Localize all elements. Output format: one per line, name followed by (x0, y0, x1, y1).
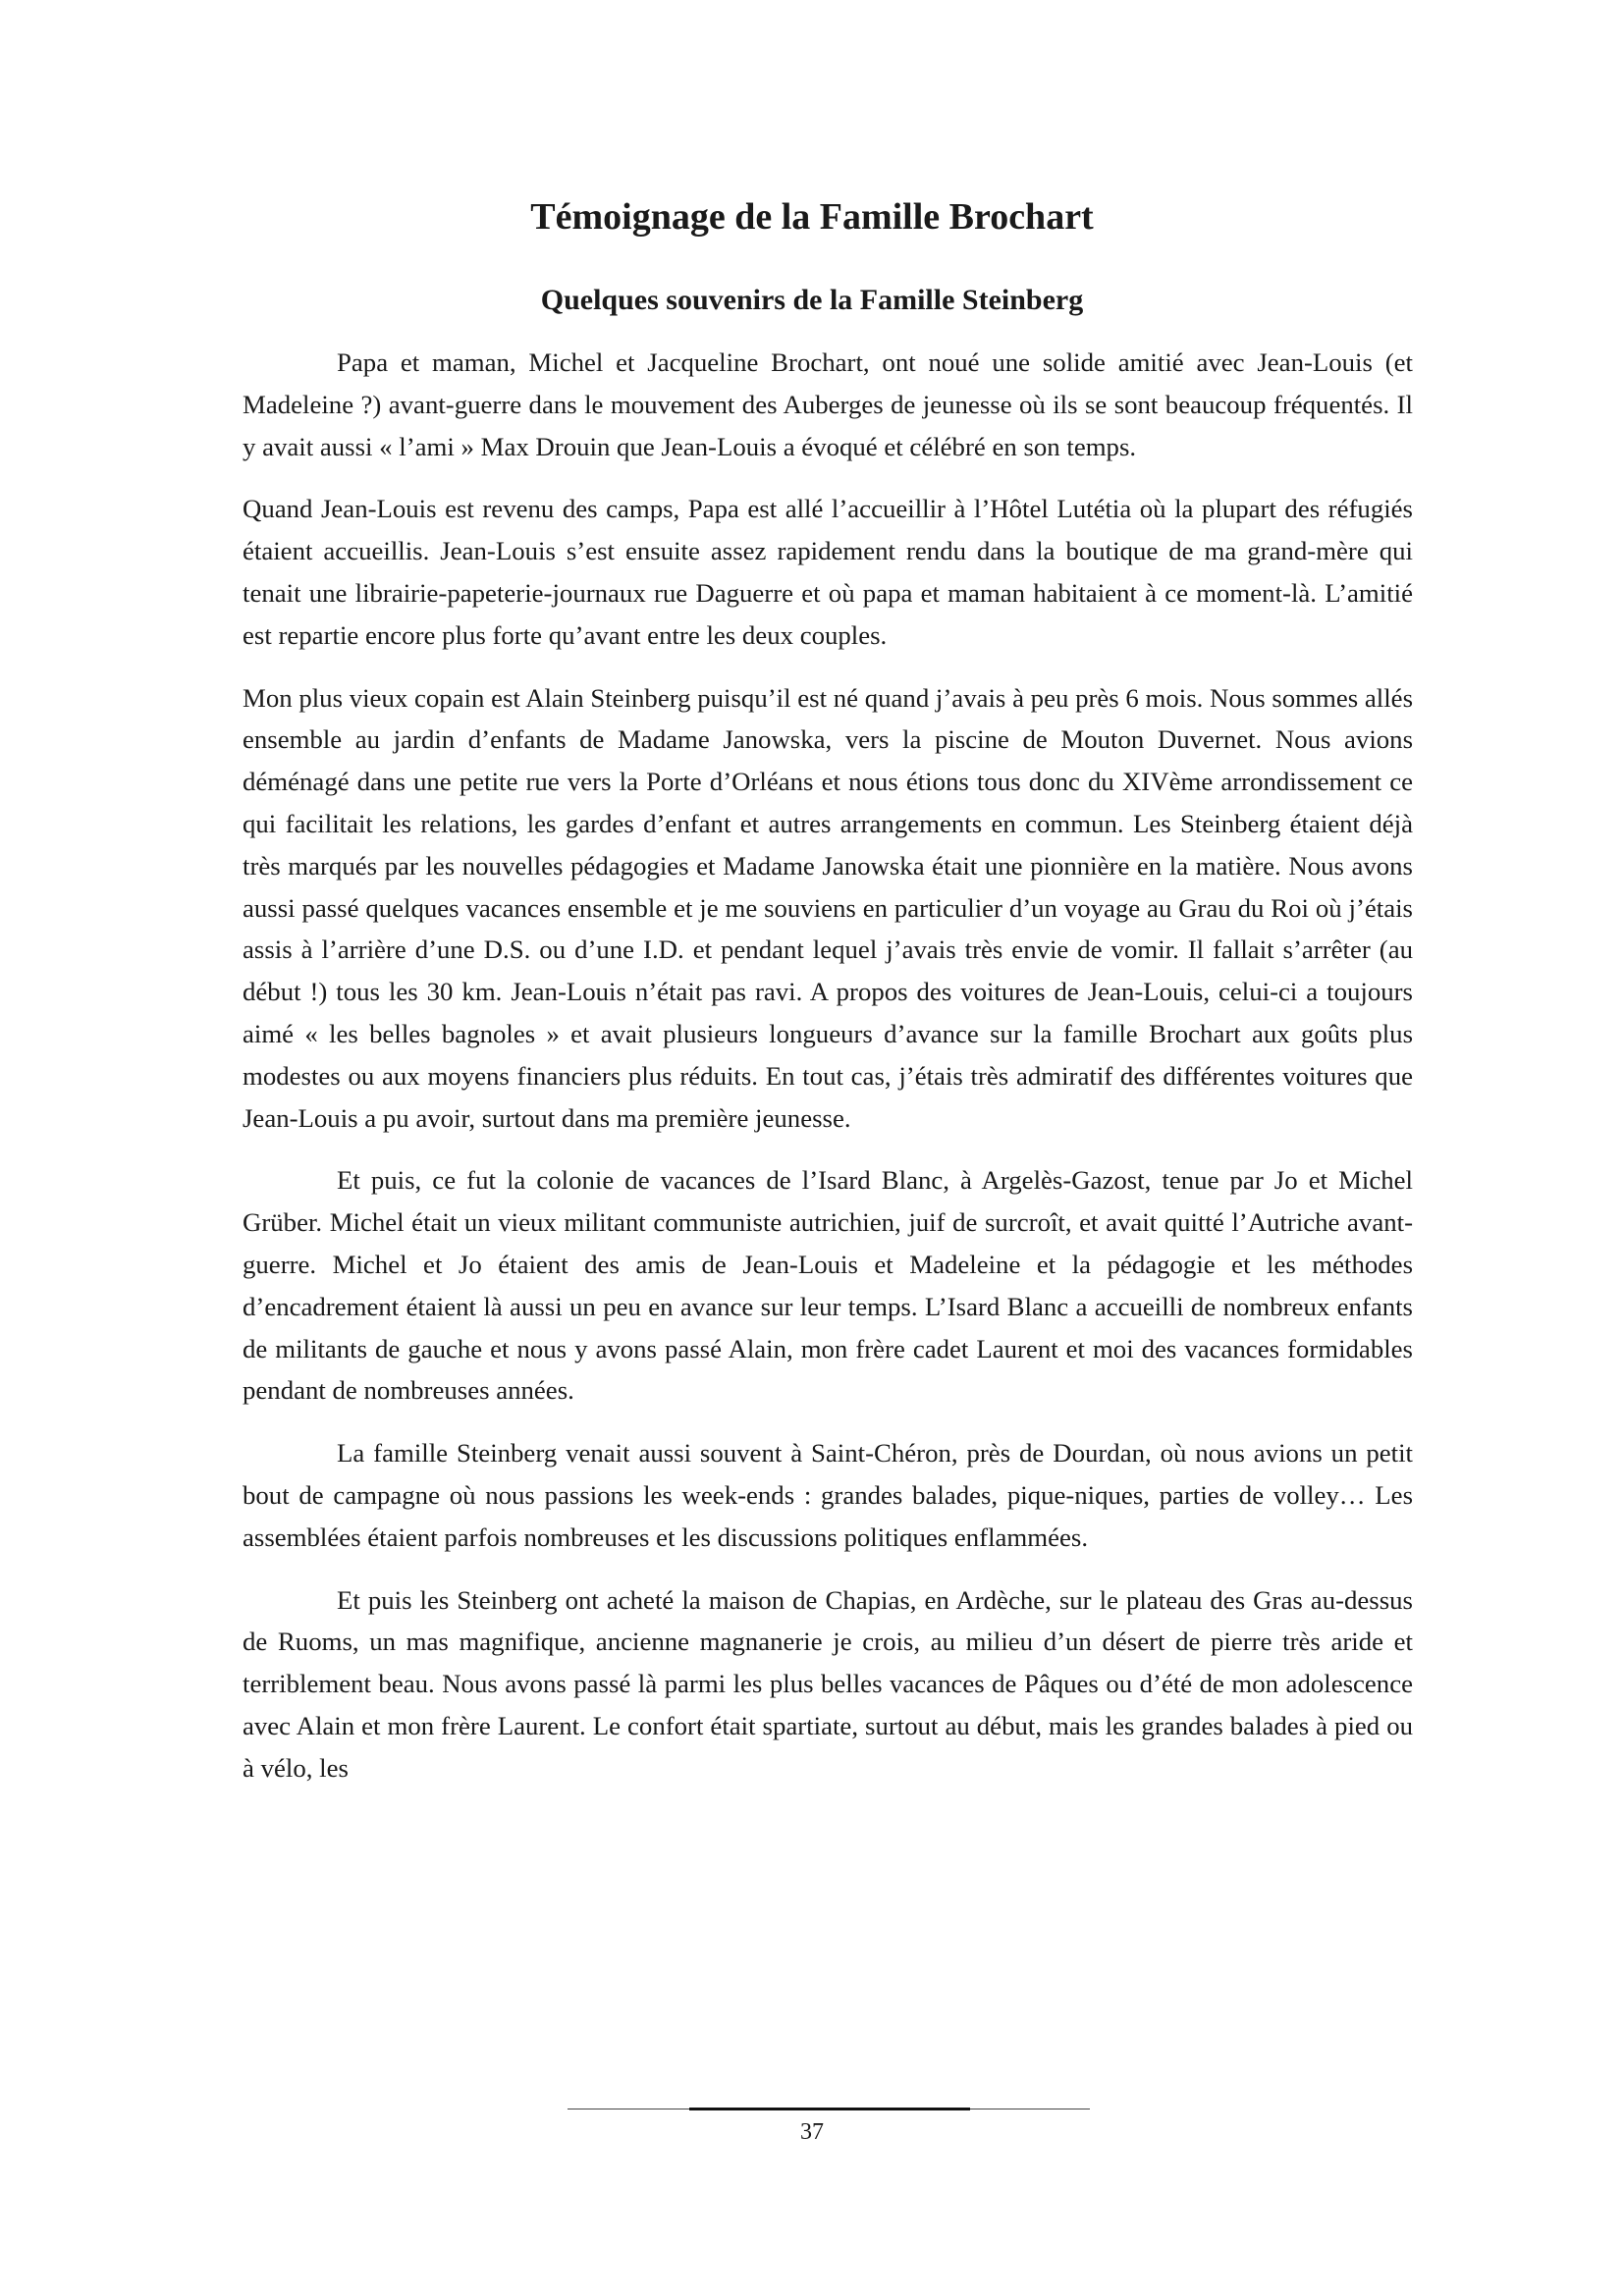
paragraph-6: Et puis les Steinberg ont acheté la maison de Chapias, en Ardèche, sur le plateau des Gras au-dessus de Ruoms, un mas magnifique, ancienne magnanerie je crois, au milieu d’un désert de pierre très aride et terriblement beau. Nous avons passé là parmi les plus belles vacances de Pâques ou d’été de mon adolescence avec Alain et mon frère Laurent. Le confort était spartiate, surtout au début, mais les grandes balades à pied ou à vélo, les (243, 1584, 1413, 1783)
page-number: 37 (800, 2119, 824, 2145)
body-text (243, 342, 1413, 1810)
paragraph-4: Et puis, ce fut la colonie de vacances de l’Isard Blanc, à Argelès-Gazost, tenue par Jo et Michel Grüber. Michel était un vieux militant communiste autrichien, juif de surcroît, et avait quitté l’Autriche avant-guerre. Michel et Jo étaient des amis de Jean-Louis et Madeleine et la pédagogie et les méthodes d’encadrement étaient là aussi un peu en avance sur leur temps. L’Isard Blanc a accueilli de nombreux enfants de militants de gauche et nous y avons passé Alain, mon frère cadet Laurent et moi des vacances formidables pendant de nombreuses années. (243, 1165, 1413, 1406)
page-title: Témoignage de la Famille Brochart (530, 196, 1094, 238)
paragraph-1: Papa et maman, Michel et Jacqueline Brochart, ont noué une solide amitié avec Jean-Louis (et Madeleine ?) avant-guerre dans le mouvement des Auberges de jeunesse où ils se sont beaucoup fréquentés. Il y avait aussi « l’ami » Max Drouin que Jean-Louis a évoqué et célébré en son temps. (243, 347, 1413, 461)
footer-divider-accent (689, 2108, 970, 2110)
page-subtitle: Quelques souvenirs de la Famille Steinberg (540, 284, 1084, 316)
paragraph-3: Mon plus vieux copain est Alain Steinberg puisqu’il est né quand j’avais à peu près 6 mois. Nous sommes allés ensemble au jardin d’enfants de Madame Janowska, vers la piscine de Mouton Duvernet. Nous avions déménagé dans une petite rue vers la Porte d’Orléans et nous étions tous donc du XIVème arrondissement ce qui facilitait les relations, les gardes d’enfant et autres arrangements en commun. Les Steinberg étaient déjà très marqués par les nouvelles pédagogies et Madame Janowska était une pionnière en la matière. Nous avons aussi passé quelques vacances ensemble et je me souviens en particulier d’un voyage au Grau du Roi où j’étais assis à l’arrière d’une D.S. ou d’une I.D. et pendant lequel j’avais très envie de vomir. Il fallait s’arrêter (au début !) tous les 30 km. Jean-Louis n’était pas ravi. A propos des voitures de Jean-Louis, celui-ci a toujours aimé « les belles bagnoles » et avait plusieurs longueurs d’avance sur la famille Brochart aux goûts plus modestes ou aux moyens financiers plus réduits. En tout cas, j’étais très admiratif des différentes voitures que Jean-Louis a pu avoir, surtout dans ma première jeunesse. (243, 682, 1413, 1133)
paragraph-2: Quand Jean-Louis est revenu des camps, Papa est allé l’accueillir à l’Hôtel Lutétia où la plupart des réfugiés étaient accueillis. Jean-Louis s’est ensuite assez rapidement rendu dans la boutique de ma grand-mère qui tenait une librairie-papeterie-journaux rue Daguerre et où papa et maman habitaient à ce moment-là. L’amitié est repartie encore plus forte qu’avant entre les deux couples. (243, 494, 1413, 650)
paragraph-5: La famille Steinberg venait aussi souvent à Saint-Chéron, près de Dourdan, où nous avions un petit bout de campagne où nous passions les week-ends : grandes balades, pique-niques, parties de volley… Les assemblées étaient parfois nombreuses et les discussions politiques enflammées. (243, 1438, 1413, 1552)
